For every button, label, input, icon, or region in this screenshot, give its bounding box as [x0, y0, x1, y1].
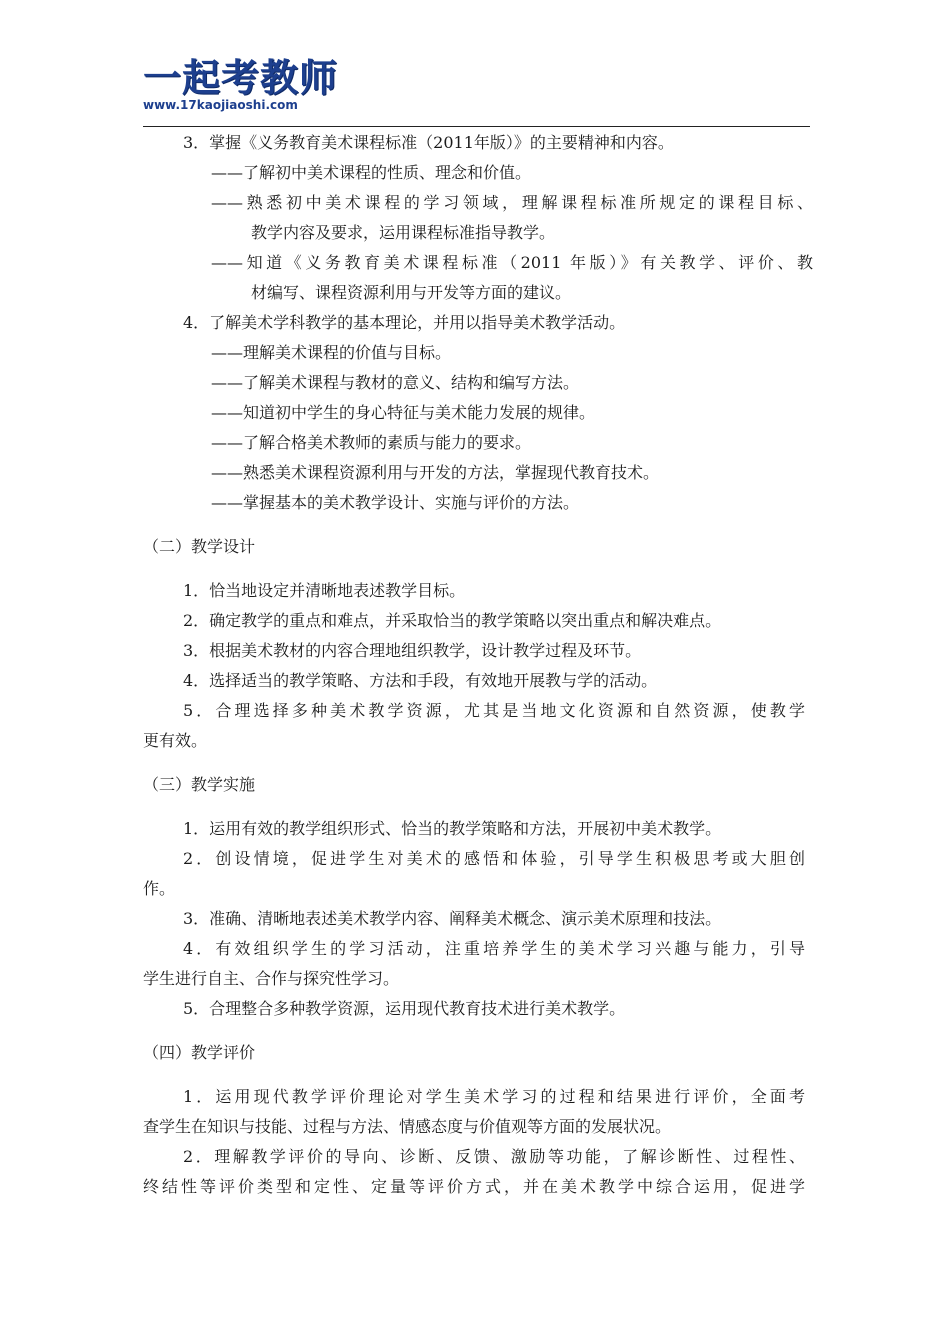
item-3-sub-3: ——知道《义务教育美术课程标准（2011 年版）》有关教学、评价、教: [211, 253, 813, 272]
impl-line-3: 3．准确、清晰地表述美术教学内容、阐释美术概念、演示美术原理和技法。: [183, 909, 722, 928]
item-4-sub-3: ——知道初中学生的身心特征与美术能力发展的规律。: [211, 403, 596, 422]
eval-line-1-cont: 查学生在知识与技能、过程与方法、情感态度与价值观等方面的发展状况。: [143, 1117, 672, 1136]
impl-line-4: 4．有效组织学生的学习活动，注重培养学生的美术学习兴趣与能力，引导: [183, 939, 805, 958]
design-line-5: 5．合理选择多种美术教学资源，尤其是当地文化资源和自然资源，使教学: [183, 701, 805, 720]
design-line-4: 4．选择适当的教学策略、方法和手段，有效地开展教与学的活动。: [183, 671, 658, 690]
impl-line-2-cont: 作。: [143, 879, 176, 898]
impl-line-4-cont: 学生进行自主、合作与探究性学习。: [143, 969, 400, 988]
design-line-5-cont: 更有效。: [143, 731, 208, 750]
page-header: [0, 0, 950, 130]
impl-line-1: 1．运用有效的教学组织形式、恰当的教学策略和方法，开展初中美术教学。: [183, 819, 722, 838]
item-3-sub-1: ——了解初中美术课程的性质、理念和价值。: [211, 163, 532, 182]
header-divider: [143, 126, 810, 127]
logo-url: www.17kaojiaoshi.com: [143, 98, 298, 112]
section-heading-teaching-design: （二）教学设计: [143, 537, 256, 556]
item-4-sub-4: ——了解合格美术教师的素质与能力的要求。: [211, 433, 532, 452]
eval-line-1: 1．运用现代教学评价理论对学生美术学习的过程和结果进行评价，全面考: [183, 1087, 805, 1106]
item-3-sub-3-cont: 材编写、课程资源利用与开发等方面的建议。: [251, 283, 572, 302]
section-heading-teaching-implementation: （三）教学实施: [143, 775, 256, 794]
brand-logo[interactable]: [143, 58, 338, 112]
impl-line-2: 2．创设情境，促进学生对美术的感悟和体验，引导学生积极思考或大胆创: [183, 849, 805, 868]
item-3-sub-2-cont: 教学内容及要求，运用课程标准指导教学。: [251, 223, 556, 242]
item-4: 4．了解美术学科教学的基本理论，并用以指导美术教学活动。: [183, 313, 626, 332]
design-line-1: 1．恰当地设定并清晰地表述教学目标。: [183, 581, 466, 600]
document-body: [143, 128, 813, 1202]
design-line-3: 3．根据美术教材的内容合理地组织教学，设计教学过程及环节。: [183, 641, 642, 660]
logo-text: 一起考教师: [143, 56, 339, 100]
item-4-sub-1: ——理解美术课程的价值与目标。: [211, 343, 452, 362]
eval-line-2: 2．理解教学评价的导向、诊断、反馈、激励等功能，了解诊断性、过程性、: [183, 1147, 805, 1166]
item-4-sub-5: ——熟悉美术课程资源利用与开发的方法，掌握现代教育技术。: [211, 463, 660, 482]
section-heading-teaching-evaluation: （四）教学评价: [143, 1043, 256, 1062]
item-4-sub-6: ——掌握基本的美术教学设计、实施与评价的方法。: [211, 493, 580, 512]
eval-line-2-cont: 终结性等评价类型和定性、定量等评价方式，并在美术教学中综合运用，促进学: [143, 1177, 805, 1196]
item-3: 3．掌握《义务教育美术课程标准（2011年版）》的主要精神和内容。: [183, 133, 674, 152]
impl-line-5: 5．合理整合多种教学资源，运用现代教育技术进行美术教学。: [183, 999, 626, 1018]
design-line-2: 2．确定教学的重点和难点，并采取恰当的教学策略以突出重点和解决难点。: [183, 611, 722, 630]
item-3-sub-2: ——熟悉初中美术课程的学习领域，理解课程标准所规定的课程目标、: [211, 193, 813, 212]
item-4-sub-2: ——了解美术课程与教材的意义、结构和编写方法。: [211, 373, 580, 392]
